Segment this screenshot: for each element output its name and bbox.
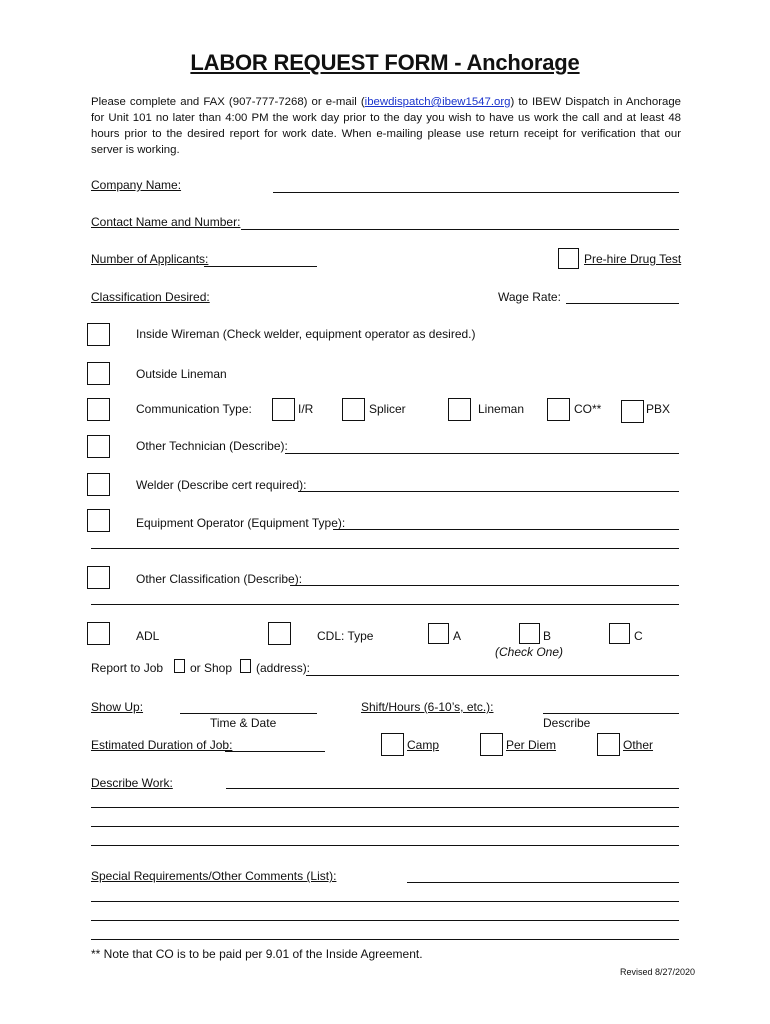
- per-diem-label: Per Diem: [506, 738, 557, 752]
- cdl-checkbox[interactable]: [268, 622, 291, 645]
- equipment-operator-field[interactable]: [333, 529, 679, 530]
- describe-work-field[interactable]: [226, 788, 679, 789]
- other-classification-field[interactable]: [290, 585, 679, 586]
- comm-ir-checkbox[interactable]: [272, 398, 295, 421]
- special-requirements-field-3[interactable]: [91, 920, 679, 921]
- comm-co-checkbox[interactable]: [547, 398, 570, 421]
- communication-type-label: Communication Type:: [136, 402, 252, 416]
- cdl-c-label: C: [634, 629, 643, 643]
- other-label: Other: [623, 738, 654, 752]
- camp-checkbox[interactable]: [381, 733, 404, 756]
- other-classification-checkbox[interactable]: [87, 566, 110, 589]
- camp-label: Camp: [407, 738, 440, 752]
- cdl-c-checkbox[interactable]: [609, 623, 630, 644]
- cdl-b-label: B: [543, 629, 552, 643]
- intro-text-before: Please complete and FAX (907-777-7268) or e-mail (: [91, 96, 365, 108]
- address-field[interactable]: [306, 675, 679, 676]
- cdl-type-label: CDL: Type: [317, 629, 374, 643]
- instructions-paragraph: [91, 94, 681, 158]
- outside-lineman-label: Outside Lineman: [136, 367, 227, 381]
- intro-text-after: ) to IBEW Dispatch in Anchorage for Unit 101 no later than 4:00 PM the work day prior to the day you wish to have us work the call and at least 48 hours prior to the desired report for work date. When e-mailing please use return receipt for verification that our server is working.: [91, 96, 681, 156]
- equipment-operator-field-2[interactable]: [91, 548, 679, 549]
- or-shop-checkbox[interactable]: [240, 659, 251, 673]
- cdl-a-label: A: [453, 629, 462, 643]
- cdl-b-checkbox[interactable]: [519, 623, 540, 644]
- describe-work-label: Describe Work:: [91, 776, 173, 790]
- comm-splicer-checkbox[interactable]: [342, 398, 365, 421]
- form-title: LABOR REQUEST FORM - Anchorage: [190, 50, 580, 75]
- time-date-caption: Time & Date: [210, 716, 277, 730]
- estimated-duration-field[interactable]: [225, 751, 325, 752]
- per-diem-checkbox[interactable]: [480, 733, 503, 756]
- inside-wireman-checkbox[interactable]: [87, 323, 110, 346]
- other-classification-label: Other Classification (Describe):: [136, 572, 303, 586]
- shift-hours-label: Shift/Hours (6-10’s, etc.):: [361, 700, 494, 714]
- report-to-job-label: Report to Job: [91, 661, 164, 675]
- welder-field[interactable]: [298, 491, 679, 492]
- prehire-drug-test-label: Pre-hire Drug Test: [584, 252, 682, 266]
- other-classification-field-2[interactable]: [91, 604, 679, 605]
- other-technician-checkbox[interactable]: [87, 435, 110, 458]
- estimated-duration-label: Estimated Duration of Job:: [91, 738, 233, 752]
- special-requirements-field-2[interactable]: [91, 901, 679, 902]
- shift-hours-field[interactable]: [543, 713, 679, 714]
- other-technician-label: Other Technician (Describe):: [136, 439, 288, 453]
- prehire-drug-test-checkbox[interactable]: [558, 248, 579, 269]
- other-technician-field[interactable]: [285, 453, 679, 454]
- comm-splicer-label: Splicer: [369, 402, 406, 416]
- report-to-job-checkbox[interactable]: [174, 659, 185, 673]
- comm-pbx-label: PBX: [646, 402, 671, 416]
- describe-work-field-4[interactable]: [91, 845, 679, 846]
- communication-type-checkbox[interactable]: [87, 398, 110, 421]
- outside-lineman-checkbox[interactable]: [87, 362, 110, 385]
- adl-label: ADL: [136, 629, 160, 643]
- company-name-field[interactable]: [273, 192, 679, 193]
- revised-date: Revised 8/27/2020: [620, 967, 696, 977]
- describe-caption: Describe: [543, 716, 591, 730]
- comm-co-label: CO**: [574, 402, 602, 416]
- wage-rate-label: Wage Rate:: [498, 290, 561, 304]
- company-name-label: Company Name:: [91, 178, 182, 192]
- wage-rate-field[interactable]: [566, 303, 679, 304]
- comm-ir-label: I/R: [298, 402, 314, 416]
- special-requirements-field-4[interactable]: [91, 939, 679, 940]
- check-one-note: (Check One): [495, 645, 564, 659]
- address-label: (address):: [256, 661, 311, 675]
- describe-work-field-2[interactable]: [91, 807, 679, 808]
- comm-lineman-checkbox[interactable]: [448, 398, 471, 421]
- equipment-operator-label: Equipment Operator (Equipment Type):: [136, 516, 346, 530]
- or-shop-label: or Shop: [190, 661, 233, 675]
- describe-work-field-3[interactable]: [91, 826, 679, 827]
- cdl-a-checkbox[interactable]: [428, 623, 449, 644]
- dispatch-email-link[interactable]: ibewdispatch@ibew1547.org: [364, 96, 511, 108]
- comm-lineman-label: Lineman: [478, 402, 525, 416]
- special-requirements-label: Special Requirements/Other Comments (List):: [91, 869, 337, 883]
- welder-checkbox[interactable]: [87, 473, 110, 496]
- comm-pbx-checkbox[interactable]: [621, 400, 644, 423]
- show-up-field[interactable]: [180, 713, 317, 714]
- welder-label: Welder (Describe cert required):: [136, 478, 307, 492]
- other-checkbox[interactable]: [597, 733, 620, 756]
- equipment-operator-checkbox[interactable]: [87, 509, 110, 532]
- show-up-label: Show Up:: [91, 700, 144, 714]
- classification-desired-label: Classification Desired:: [91, 290, 210, 304]
- contact-name-field[interactable]: [241, 229, 679, 230]
- num-applicants-label: Number of Applicants:: [91, 252, 209, 266]
- contact-name-label: Contact Name and Number:: [91, 215, 241, 229]
- inside-wireman-label: Inside Wireman (Check welder, equipment operator as desired.): [136, 327, 476, 341]
- special-requirements-field[interactable]: [407, 882, 679, 883]
- co-pay-note: ** Note that CO is to be paid per 9.01 of the Inside Agreement.: [91, 947, 423, 961]
- adl-checkbox[interactable]: [87, 622, 110, 645]
- num-applicants-field[interactable]: [204, 266, 317, 267]
